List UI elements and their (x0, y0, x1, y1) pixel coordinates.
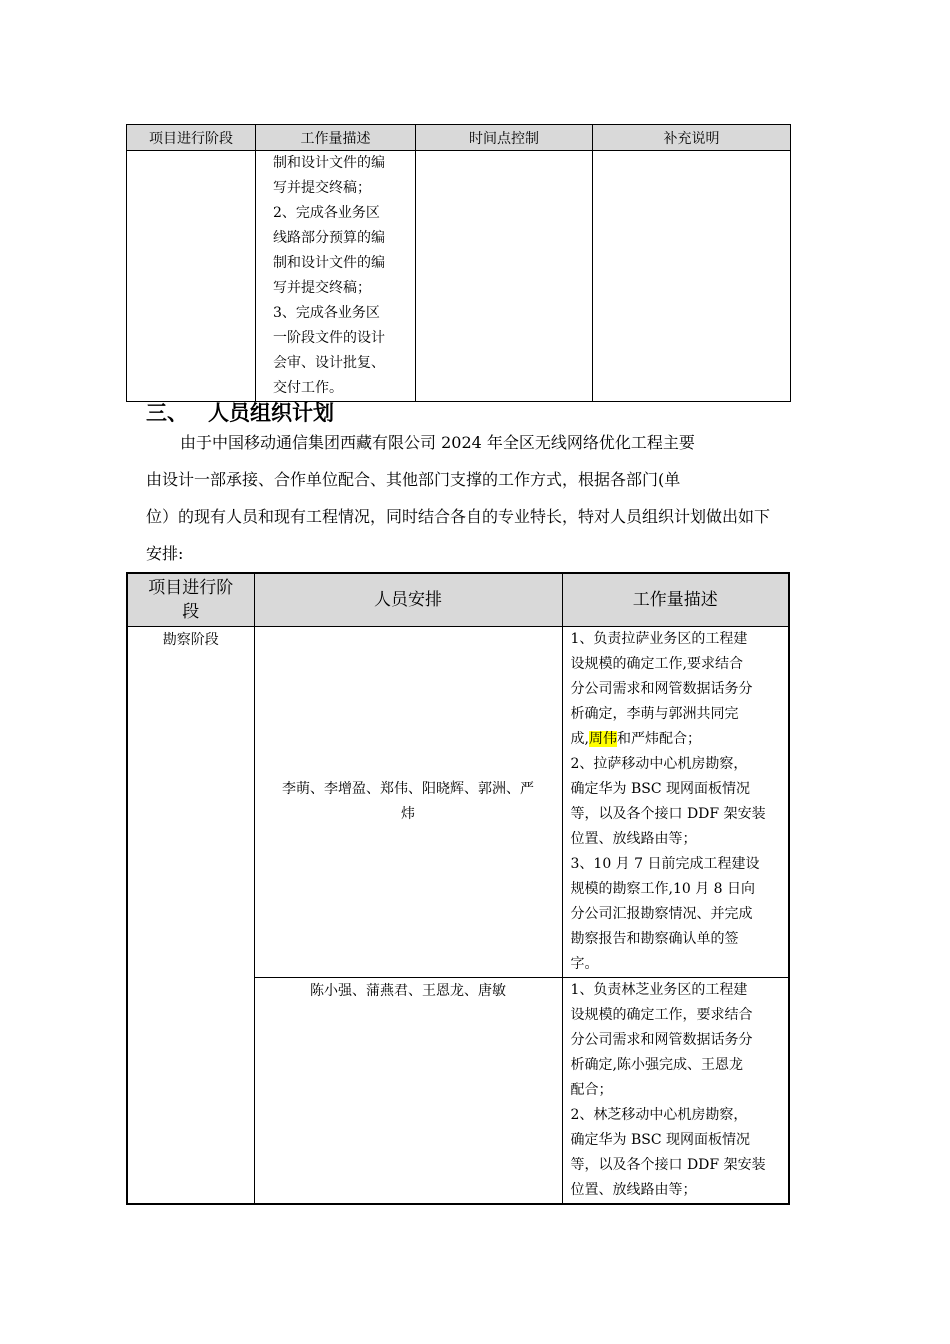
workload-line: 设规模的确定工作,要求结合 (570, 656, 743, 672)
workload-line: 分公司需求和网管数据话务分 (570, 681, 753, 697)
people-line: 陈小强、蒲燕君、王恩龙、唐敏 (310, 983, 506, 999)
header-stage: 项目进行阶段 (127, 125, 256, 151)
section-title: 人员组织计划 (208, 401, 334, 425)
workload-line: 确定华为 BSC 现网面板情况 (570, 781, 750, 797)
table-header-row (127, 573, 789, 627)
workload-line: 3、完成各业务区 (273, 305, 380, 321)
header-notes: 补充说明 (593, 125, 791, 151)
cell-workload (562, 627, 789, 978)
table-header-row (127, 125, 791, 151)
section-number: 三、 (146, 401, 188, 425)
workload-line: 线路部分预算的编 (273, 230, 385, 246)
intro-paragraph (146, 424, 810, 572)
workload-line: 3、10 月 7 日前完成工程建设 (570, 856, 760, 872)
header-stage-line: 段 (182, 602, 200, 622)
header-stage-line: 项目进行阶 (148, 578, 234, 598)
workload-line: 2、完成各业务区 (273, 205, 380, 221)
workload-line: 2、拉萨移动中心机房勘察， (570, 756, 748, 772)
workload-line: 写并提交终稿； (273, 280, 371, 296)
workload-line: 字。 (570, 956, 599, 972)
cell-notes (593, 151, 791, 402)
workload-line: 制和设计文件的编 (273, 255, 385, 271)
workload-line: 制和设计文件的编 (273, 155, 385, 171)
people-line: 炜 (401, 806, 415, 822)
workload-line: 1、负责拉萨业务区的工程建 (570, 631, 748, 647)
workload-text: 和严炜配合； (616, 731, 701, 747)
header-people: 人员安排 (254, 573, 562, 627)
cell-timepoint (416, 151, 593, 402)
workload-text: 成, (570, 731, 589, 747)
workload-line: 规模的勘察工作,10 月 8 日向 (570, 881, 756, 897)
paragraph-line: 由于中国移动通信集团西藏有限公司 2024 年全区无线网络优化工程主要 (180, 433, 695, 452)
staff-plan-table (126, 572, 790, 1205)
workload-line: 交付工作。 (273, 380, 343, 396)
highlighted-name: 周伟 (588, 731, 617, 747)
workload-line: 一阶段文件的设计 (273, 330, 385, 346)
cell-workload (562, 978, 789, 1205)
workload-line: 等，以及各个接口 DDF 架安装 (570, 1157, 766, 1173)
header-timepoint: 时间点控制 (416, 125, 593, 151)
cell-stage: 勘察阶段 (127, 627, 254, 1205)
workload-line: 2、林芝移动中心机房勘察， (570, 1107, 748, 1123)
workload-line: 设规模的确定工作，要求结合 (570, 1007, 753, 1023)
cell-people (254, 627, 562, 978)
workload-line: 勘察报告和勘察确认单的签 (570, 931, 739, 947)
cell-workload (256, 151, 416, 402)
workload-line: 位置、放线路由等； (570, 831, 697, 847)
workload-line: 写并提交终稿； (273, 180, 371, 196)
cell-people (254, 978, 562, 1205)
workload-line: 分公司汇报勘察情况、并完成 (570, 906, 753, 922)
work-schedule-table (126, 124, 791, 402)
people-line: 李萌、李增盈、郑伟、阳晓辉、郭洲、严 (282, 781, 534, 797)
workload-line: 配合； (570, 1082, 613, 1098)
header-stage (127, 573, 254, 627)
workload-line: 确定华为 BSC 现网面板情况 (570, 1132, 750, 1148)
workload-line (571, 727, 783, 752)
header-workload: 工作量描述 (562, 573, 789, 627)
paragraph-line: 安排: (146, 544, 184, 563)
workload-line: 会审、设计批复、 (273, 355, 385, 371)
paragraph-line: 位）的现有人员和现有工程情况，同时结合各自的专业特长，特对人员组织计划做出如下 (146, 507, 771, 526)
workload-line: 等，以及各个接口 DDF 架安装 (570, 806, 766, 822)
table-row (127, 627, 789, 978)
cell-stage (127, 151, 256, 402)
workload-line: 位置、放线路由等； (570, 1182, 697, 1198)
paragraph-line: 由设计一部承接、合作单位配合、其他部门支撑的工作方式，根据各部门(单 (146, 470, 681, 489)
workload-line: 1、负责林芝业务区的工程建 (570, 982, 748, 998)
workload-line: 析确定,陈小强完成、王恩龙 (570, 1057, 743, 1073)
table-row (127, 151, 791, 402)
workload-line: 分公司需求和网管数据话务分 (570, 1032, 753, 1048)
workload-line: 析确定，李萌与郭洲共同完 (570, 706, 739, 722)
header-workload: 工作量描述 (256, 125, 416, 151)
